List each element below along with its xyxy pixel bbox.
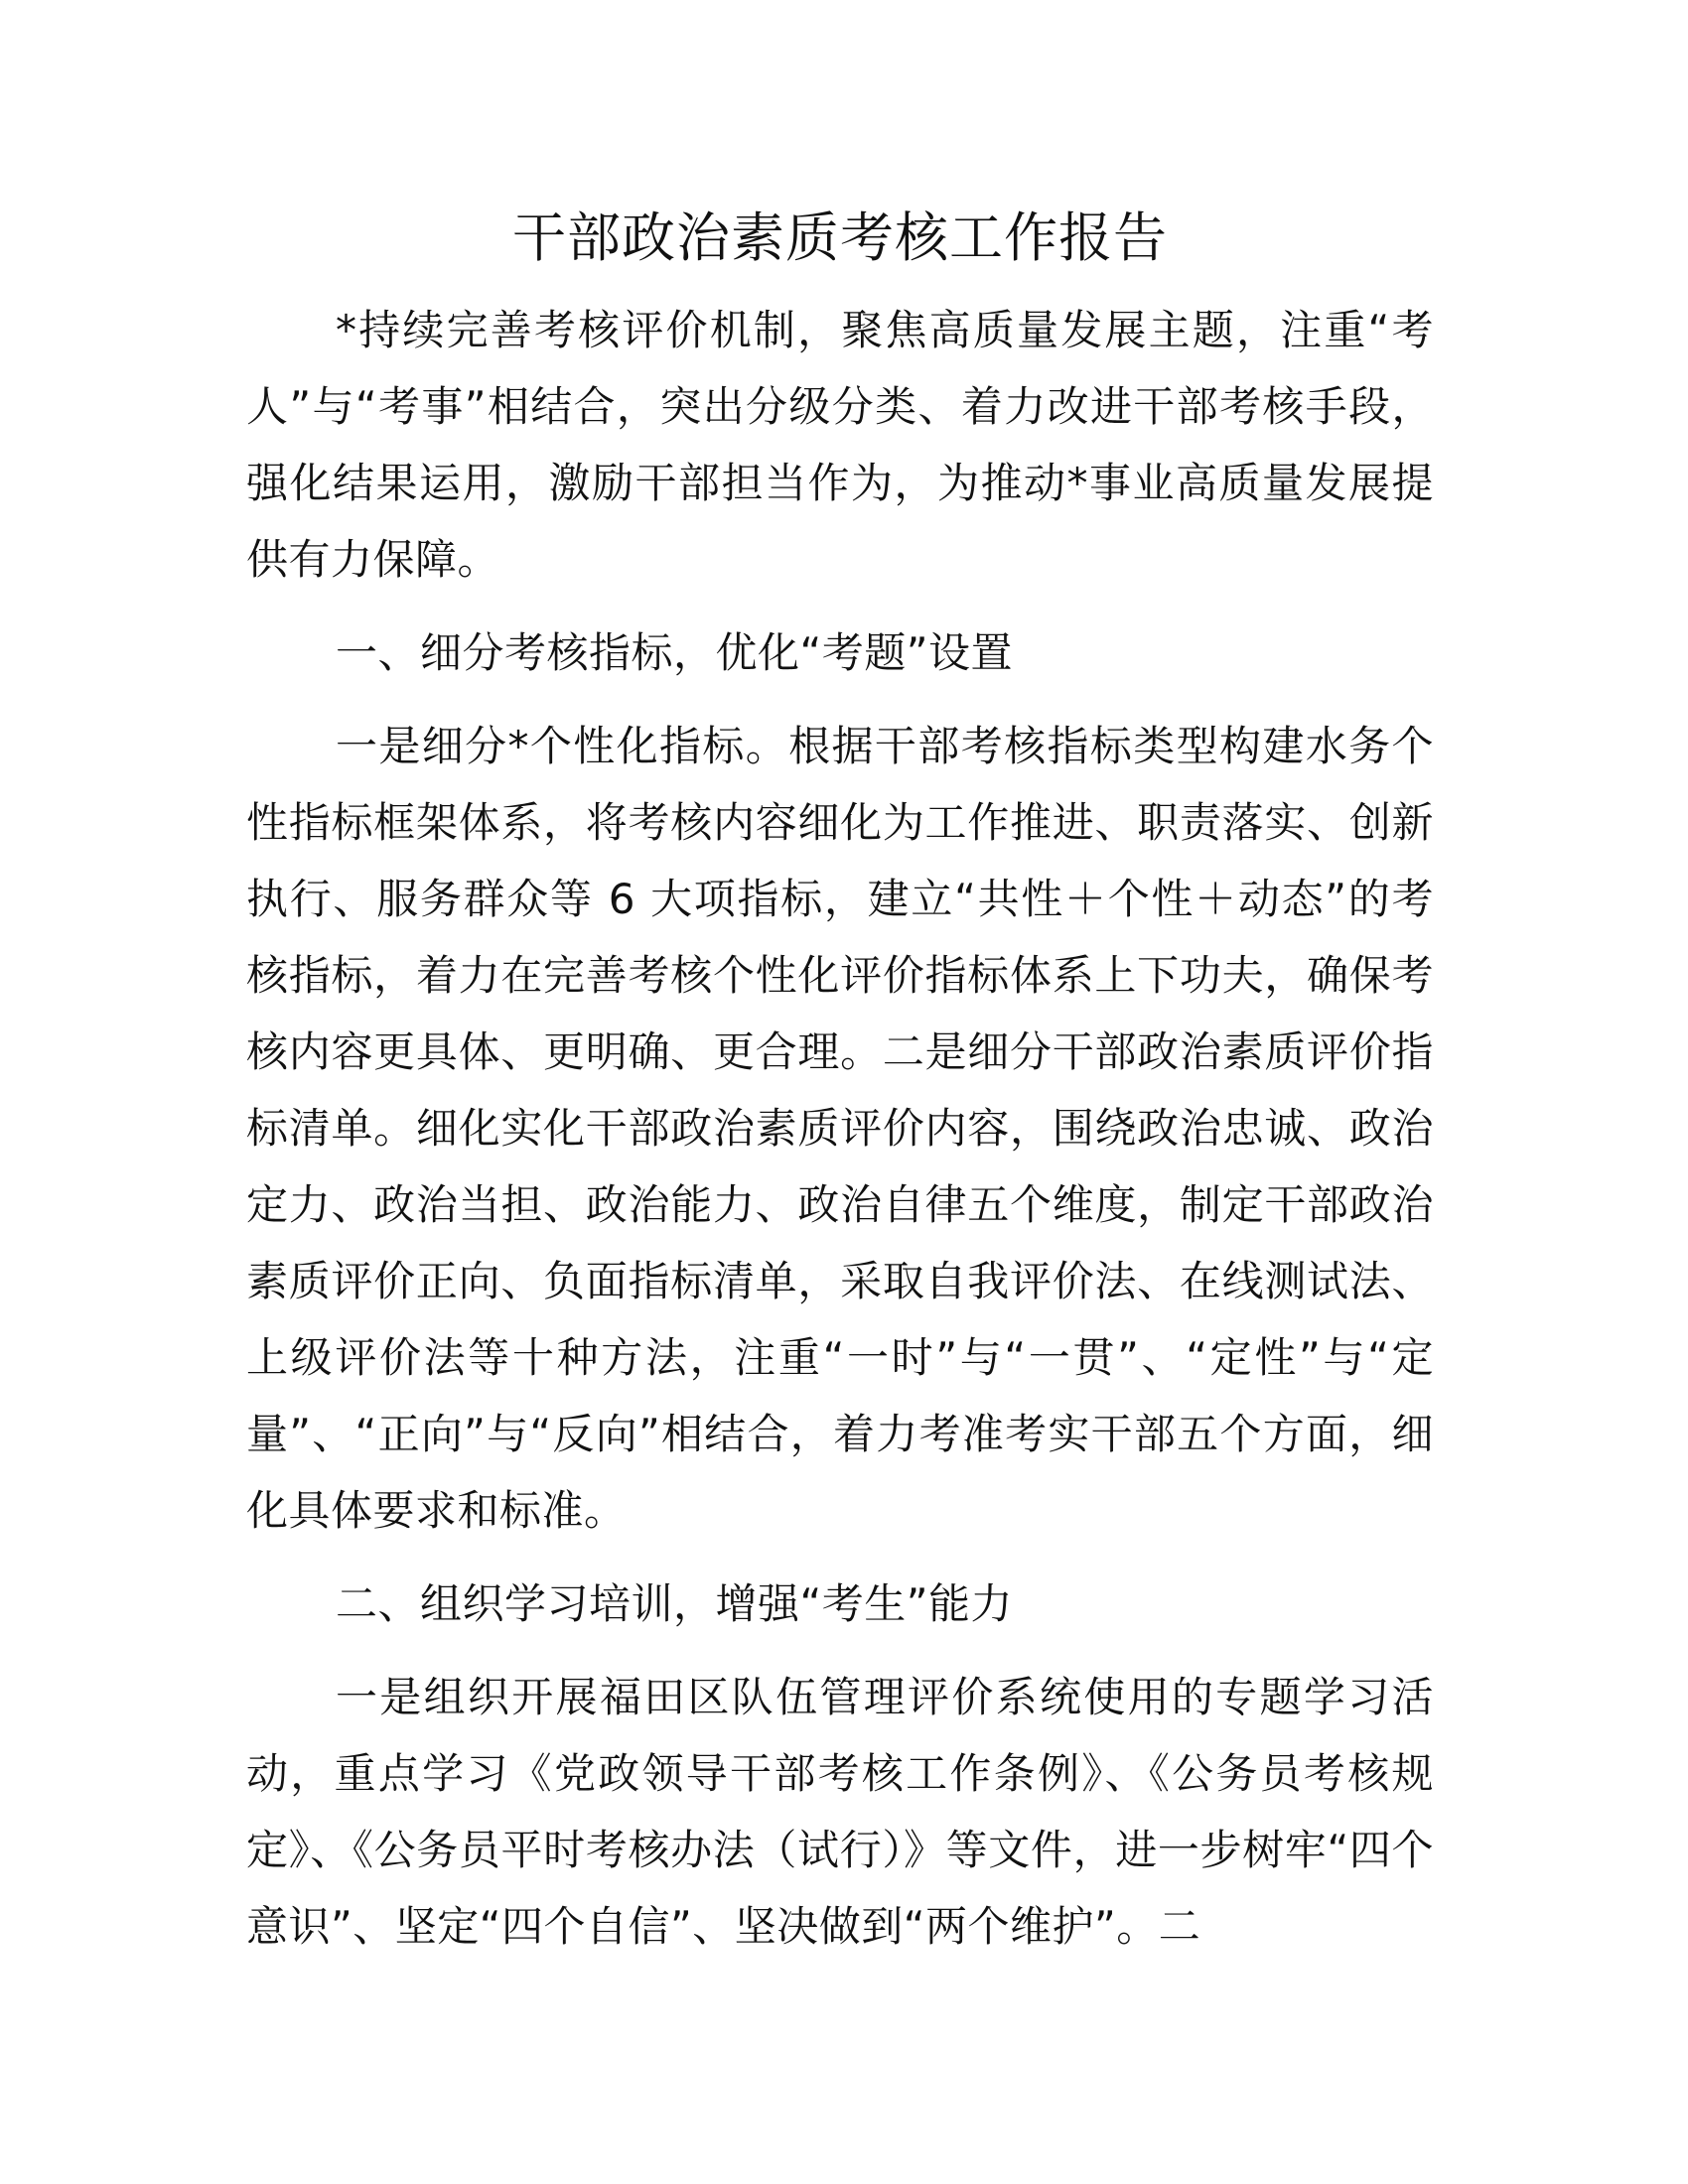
document-title: 干部政治素质考核工作报告 (512, 206, 1168, 269)
section-2-paragraph: 一是组织开展福田区队伍管理评价系统使用的专题学习活动，重点学习《党政领导干部考核工作条例》、《公务员考核规定》、《公务员平时考核办法（试行）》等文件，进一步树牢“四个意识”、坚定“四个自信”、坚决做到“两个维护”。二 (246, 1673, 1434, 1951)
section-1-heading: 一、细分考核指标，优化“考题”设置 (336, 628, 1014, 677)
document-body (246, 205, 1434, 1981)
section-1-paragraph: 一是细分*个性化指标。根据干部考核指标类型构建水务个性指标框架体系，将考核内容细化为工作推进、职责落实、创新执行、服务群众等 6 大项指标，建立“共性＋个性＋动态”的考核指标，着力在完善考核个性化评价指标体系上下功夫，确保考核内容更具体、更明确、更合理。二是细分干部政治素质评价指标清单。细化实化干部政治素质评价内容，围绕政治忠诚、政治定力、政治当担、政治能力、政治自律五个维度，制定干部政治素质评价正向、负面指标清单，采取自我评价法、在线测试法、上级评价法等十种方法，注重“一时”与“一贯”、“定性”与“定量”、“正向”与“反向”相结合，着力考准考实干部五个方面，细化具体要求和标准。 (246, 722, 1434, 1535)
section-2-heading: 二、组织学习培训，增强“考生”能力 (336, 1579, 1014, 1628)
intro-paragraph: *持续完善考核评价机制，聚焦高质量发展主题，注重“考人”与“考事”相结合，突出分级分类、着力改进干部考核手段，强化结果运用，激励干部担当作为，为推动*事业高质量发展提供有力保障。 (246, 306, 1434, 584)
